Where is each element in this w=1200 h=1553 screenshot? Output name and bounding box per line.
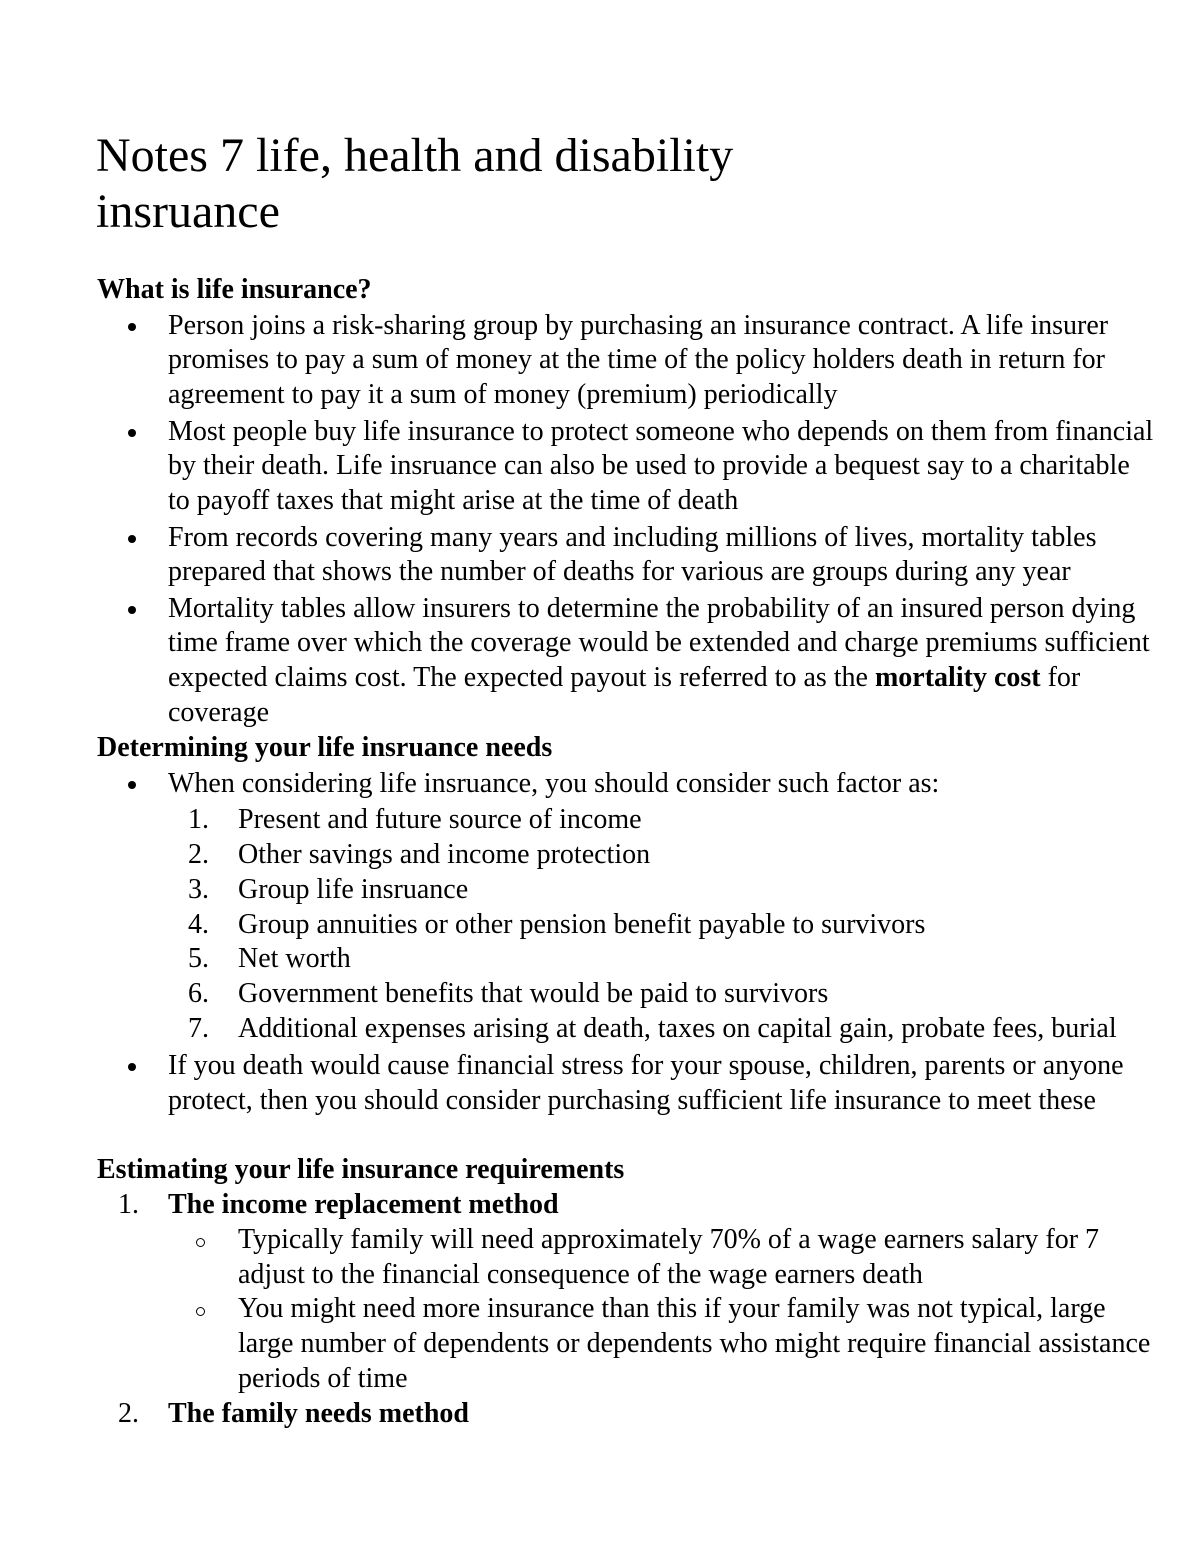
subpoint-text-line: adjust to the financial consequence of the wage earners death: [238, 1259, 923, 1290]
bullet-text-line: Mortality tables allow insurers to determine the probability of an insured person dying: [168, 593, 1136, 624]
bold-term-mortality-cost: mortality cost: [874, 662, 1041, 693]
bullet-text-segment: for: [1040, 662, 1081, 693]
bullet-text-line: If you death would cause financial stress for your spouse, children, parents or anyone: [168, 1050, 1124, 1081]
bullet-text-line: time frame over which the coverage would be extended and charge premiums sufficient: [168, 627, 1150, 658]
section-heading-determining-needs: Determining your life insruance needs: [97, 732, 553, 763]
bullet-text-line: From records covering many years and including millions of lives, mortality tables: [168, 522, 1097, 553]
subpoint-text-line: periods of time: [238, 1363, 408, 1394]
bullet-text-line: prepared that shows the number of deaths for various are groups during any year: [168, 556, 1071, 587]
subpoint-text-line: large number of dependents or dependents who might require financial assistance: [238, 1328, 1151, 1359]
section-heading-estimating-requirements: Estimating your life insurance requirements: [97, 1154, 625, 1185]
list-item: Group annuities or other pension benefit payable to survivors: [238, 909, 926, 940]
list-number: 5.: [188, 943, 209, 974]
bullet-text-line: agreement to pay it a sum of money (premium) periodically: [168, 379, 838, 410]
bullet-icon: [128, 606, 136, 614]
method-name: The income replacement method: [168, 1189, 559, 1220]
bullet-icon: [128, 535, 136, 543]
bullet-text-segment: expected claims cost. The expected payout is referred to as the: [168, 662, 875, 693]
list-item: Government benefits that would be paid to survivors: [238, 978, 829, 1009]
bullet-text-line: When considering life insruance, you should consider such factor as:: [168, 768, 940, 799]
bullet-text-line: by their death. Life insruance can also be used to provide a bequest say to a charitable: [168, 450, 1130, 481]
list-item: Group life insruance: [238, 874, 469, 905]
circle-bullet-icon: [196, 1238, 205, 1247]
list-number: 2.: [118, 1398, 139, 1429]
list-number: 4.: [188, 909, 209, 940]
subpoint-text-line: You might need more insurance than this if your family was not typical, large: [238, 1293, 1106, 1324]
bullet-text-line: protect, then you should consider purchasing sufficient life insurance to meet these: [168, 1085, 1096, 1116]
circle-bullet-icon: [196, 1307, 205, 1316]
bullet-icon: [128, 1063, 136, 1071]
method-name: The family needs method: [168, 1398, 469, 1429]
list-number: 3.: [188, 874, 209, 905]
bullet-icon: [128, 781, 136, 789]
list-number: 1.: [188, 804, 209, 835]
bullet-text-line: Person joins a risk-sharing group by purchasing an insurance contract. A life insurer: [168, 310, 1109, 341]
bullet-icon: [128, 323, 136, 331]
list-item: Present and future source of income: [238, 804, 642, 835]
list-item: Additional expenses arising at death, taxes on capital gain, probate fees, burial: [238, 1013, 1117, 1044]
bullet-text-line: coverage: [168, 697, 270, 728]
list-item: Net worth: [238, 943, 351, 974]
list-number: 7.: [188, 1013, 209, 1044]
section-heading-what-is-life-insurance: What is life insurance?: [97, 274, 372, 305]
bullet-text-line: promises to pay a sum of money at the time of the policy holders death in return for: [168, 344, 1105, 375]
list-number: 6.: [188, 978, 209, 1009]
bullet-icon: [128, 429, 136, 437]
bullet-text-line: [168, 661, 1080, 695]
list-number: 2.: [188, 839, 209, 870]
bullet-text-line: to payoff taxes that might arise at the time of death: [168, 485, 739, 516]
bullet-text-line: Most people buy life insurance to protect someone who depends on them from financial: [168, 416, 1154, 447]
page-title: Notes 7 life, health and disability insruance: [96, 129, 734, 238]
list-number: 1.: [118, 1189, 139, 1220]
subpoint-text-line: Typically family will need approximately 70% of a wage earners salary for 7: [238, 1224, 1100, 1255]
list-item: Other savings and income protection: [238, 839, 651, 870]
